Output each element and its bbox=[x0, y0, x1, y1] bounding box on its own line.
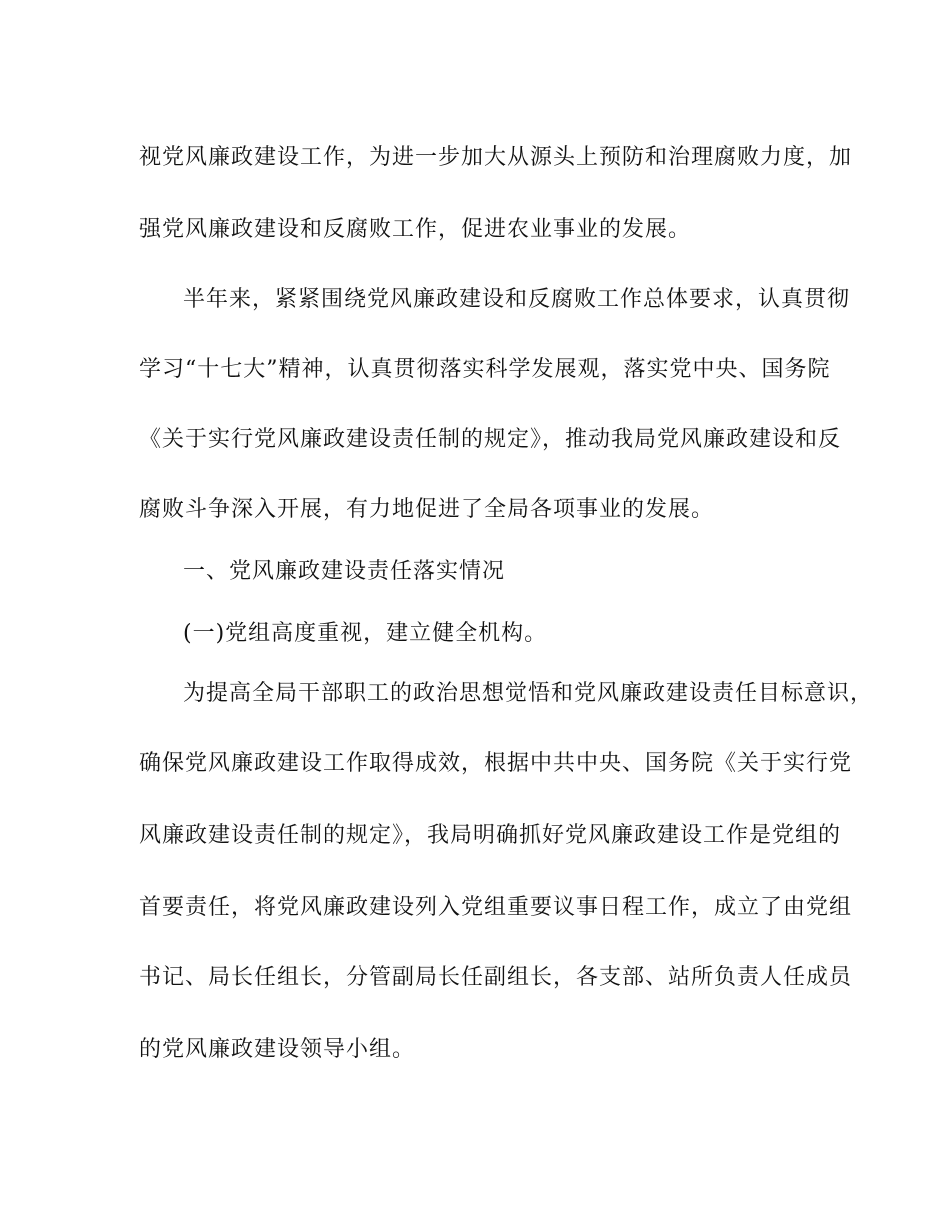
paragraph-line: 书记、局长任组长，分管副局长任副组长，各支部、站所负责人任成员 bbox=[139, 965, 853, 990]
paragraph-line: 《关于实行党风廉政建设责任制的规定》，推动我局党风廉政建设和反 bbox=[139, 427, 842, 452]
paragraph-line: 确保党风廉政建设工作取得成效，根据中共中央、国务院《关于实行党 bbox=[139, 751, 853, 776]
subsection-heading: (一)党组高度重视，建立健全机构。 bbox=[183, 621, 548, 646]
paragraph-line: 为提高全局干部职工的政治思想觉悟和党风廉政建设责任目标意识， bbox=[183, 681, 874, 706]
paragraph-line: 学习“十七大”精神，认真贯彻落实科学发展观，落实党中央、国务院 bbox=[139, 357, 831, 382]
paragraph-line: 风廉政建设责任制的规定》，我局明确抓好党风廉政建设工作是党组的 bbox=[139, 823, 842, 848]
paragraph-line: 半年来，紧紧围绕党风廉政建设和反腐败工作总体要求，认真贯彻 bbox=[183, 287, 851, 312]
paragraph-line: 首要责任，将党风廉政建设列入党组重要议事日程工作，成立了由党组 bbox=[139, 895, 853, 920]
paragraph-line: 视党风廉政建设工作，为进一步加大从源头上预防和治理腐败力度，加 bbox=[139, 145, 853, 170]
paragraph-line: 的党风廉政建设领导小组。 bbox=[139, 1037, 416, 1062]
paragraph-line: 腐败斗争深入开展，有力地促进了全局各项事业的发展。 bbox=[139, 497, 715, 522]
section-heading: 一、党风廉政建设责任落实情况 bbox=[183, 559, 506, 584]
paragraph-line: 强党风廉政建设和反腐败工作，促进农业事业的发展。 bbox=[139, 217, 692, 242]
